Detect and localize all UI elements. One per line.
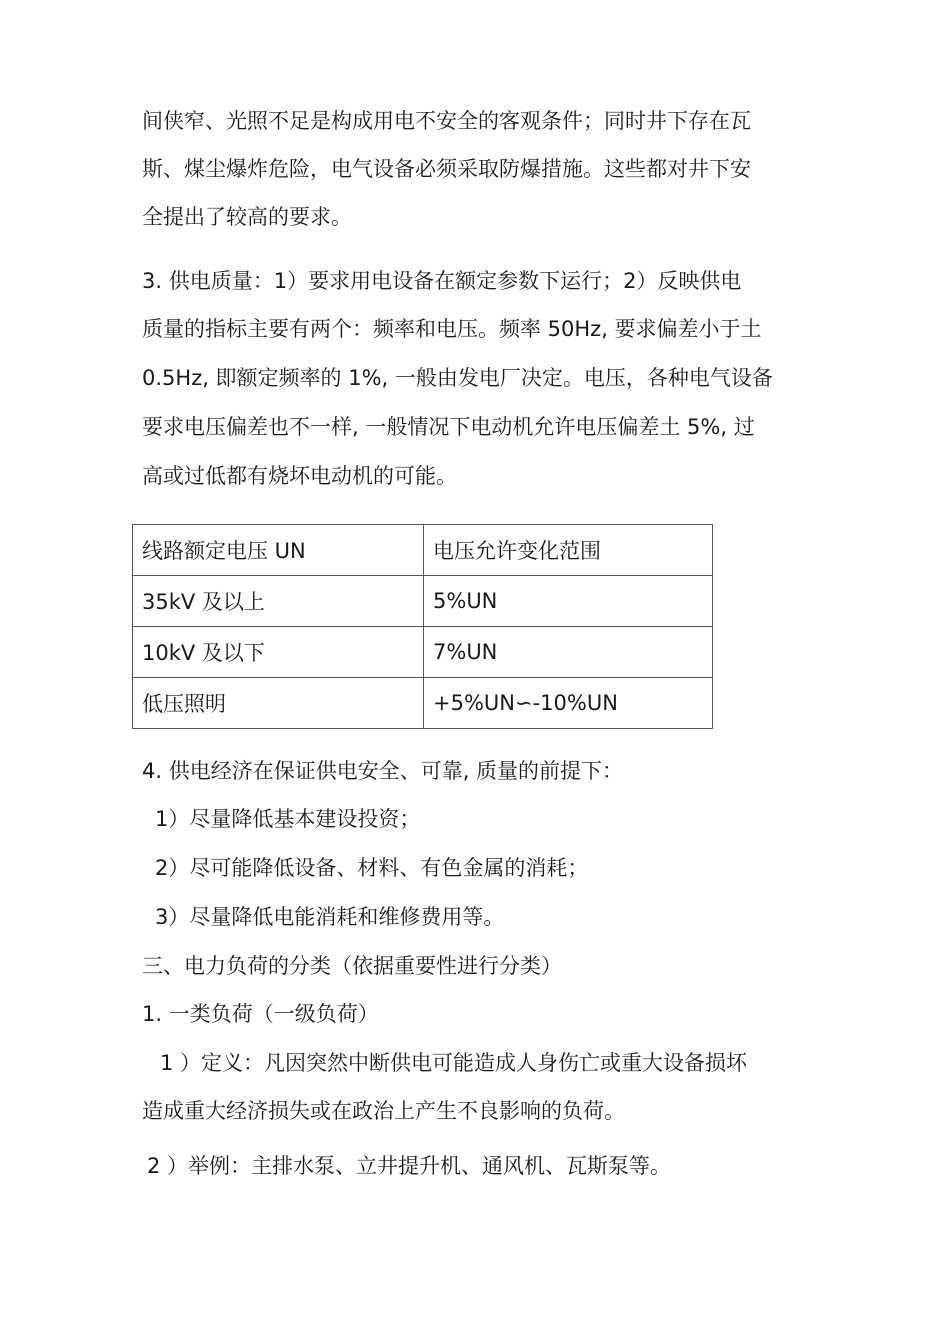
table-cell: 电压允许变化范围 bbox=[424, 525, 713, 576]
paragraph-line: 间侠窄、光照不足是构成用电不安全的客观条件；同时井下存在瓦 bbox=[142, 109, 751, 133]
paragraph-line: 全提出了较高的要求。 bbox=[142, 205, 352, 229]
paragraph-line: 0.5Hz, 即额定频率的 1%, 一般由发电厂决定。电压，各种电气设备 bbox=[142, 366, 773, 390]
list-item: 3）尽量降低电能消耗和维修费用等。 bbox=[155, 905, 505, 929]
paragraph-line: 造成重大经济损失或在政治上产生不良影响的负荷。 bbox=[142, 1099, 625, 1123]
paragraph-line: 2 ）举例：主排水泵、立井提升机、通风机、瓦斯泵等。 bbox=[147, 1154, 672, 1178]
table-row bbox=[133, 525, 713, 576]
paragraph-line: 要求电压偏差也不一样, 一般情况下电动机允许电压偏差土 5%, 过 bbox=[142, 415, 755, 439]
paragraph-line: 4. 供电经济在保证供电安全、可靠, 质量的前提下： bbox=[142, 759, 624, 783]
paragraph-line: 质量的指标主要有两个：频率和电压。频率 50Hz, 要求偏差小于土 bbox=[142, 317, 762, 341]
paragraph-line: 高或过低都有烧坏电动机的可能。 bbox=[142, 464, 457, 488]
voltage-table bbox=[132, 524, 713, 729]
table-cell: 5%UN bbox=[424, 576, 713, 627]
section-heading: 三、电力负荷的分类（依据重要性进行分类） bbox=[142, 954, 562, 978]
table-row bbox=[133, 576, 713, 627]
table-row bbox=[133, 627, 713, 678]
list-item: 1）尽量降低基本建设投资； bbox=[155, 807, 421, 831]
table-cell: 低压照明 bbox=[133, 678, 424, 729]
paragraph-line: 3. 供电质量：1）要求用电设备在额定参数下运行；2）反映供电 bbox=[142, 269, 742, 293]
table-cell: 10kV 及以下 bbox=[133, 627, 424, 678]
table-cell: +5%UN∽-10%UN bbox=[424, 678, 713, 729]
paragraph-line: 1 ）定义：凡因突然中断供电可能造成人身伤亡或重大设备损坏 bbox=[160, 1051, 748, 1075]
table-cell: 7%UN bbox=[424, 627, 713, 678]
table-cell: 线路额定电压 UN bbox=[133, 525, 424, 576]
paragraph-line: 1. 一类负荷（一级负荷） bbox=[142, 1002, 379, 1026]
table-cell: 35kV 及以上 bbox=[133, 576, 424, 627]
list-item: 2）尽可能降低设备、材料、有色金属的消耗； bbox=[155, 856, 589, 880]
table-row bbox=[133, 678, 713, 729]
paragraph-line: 斯、煤尘爆炸危险，电气设备必须采取防爆措施。这些都对井下安 bbox=[142, 157, 751, 181]
